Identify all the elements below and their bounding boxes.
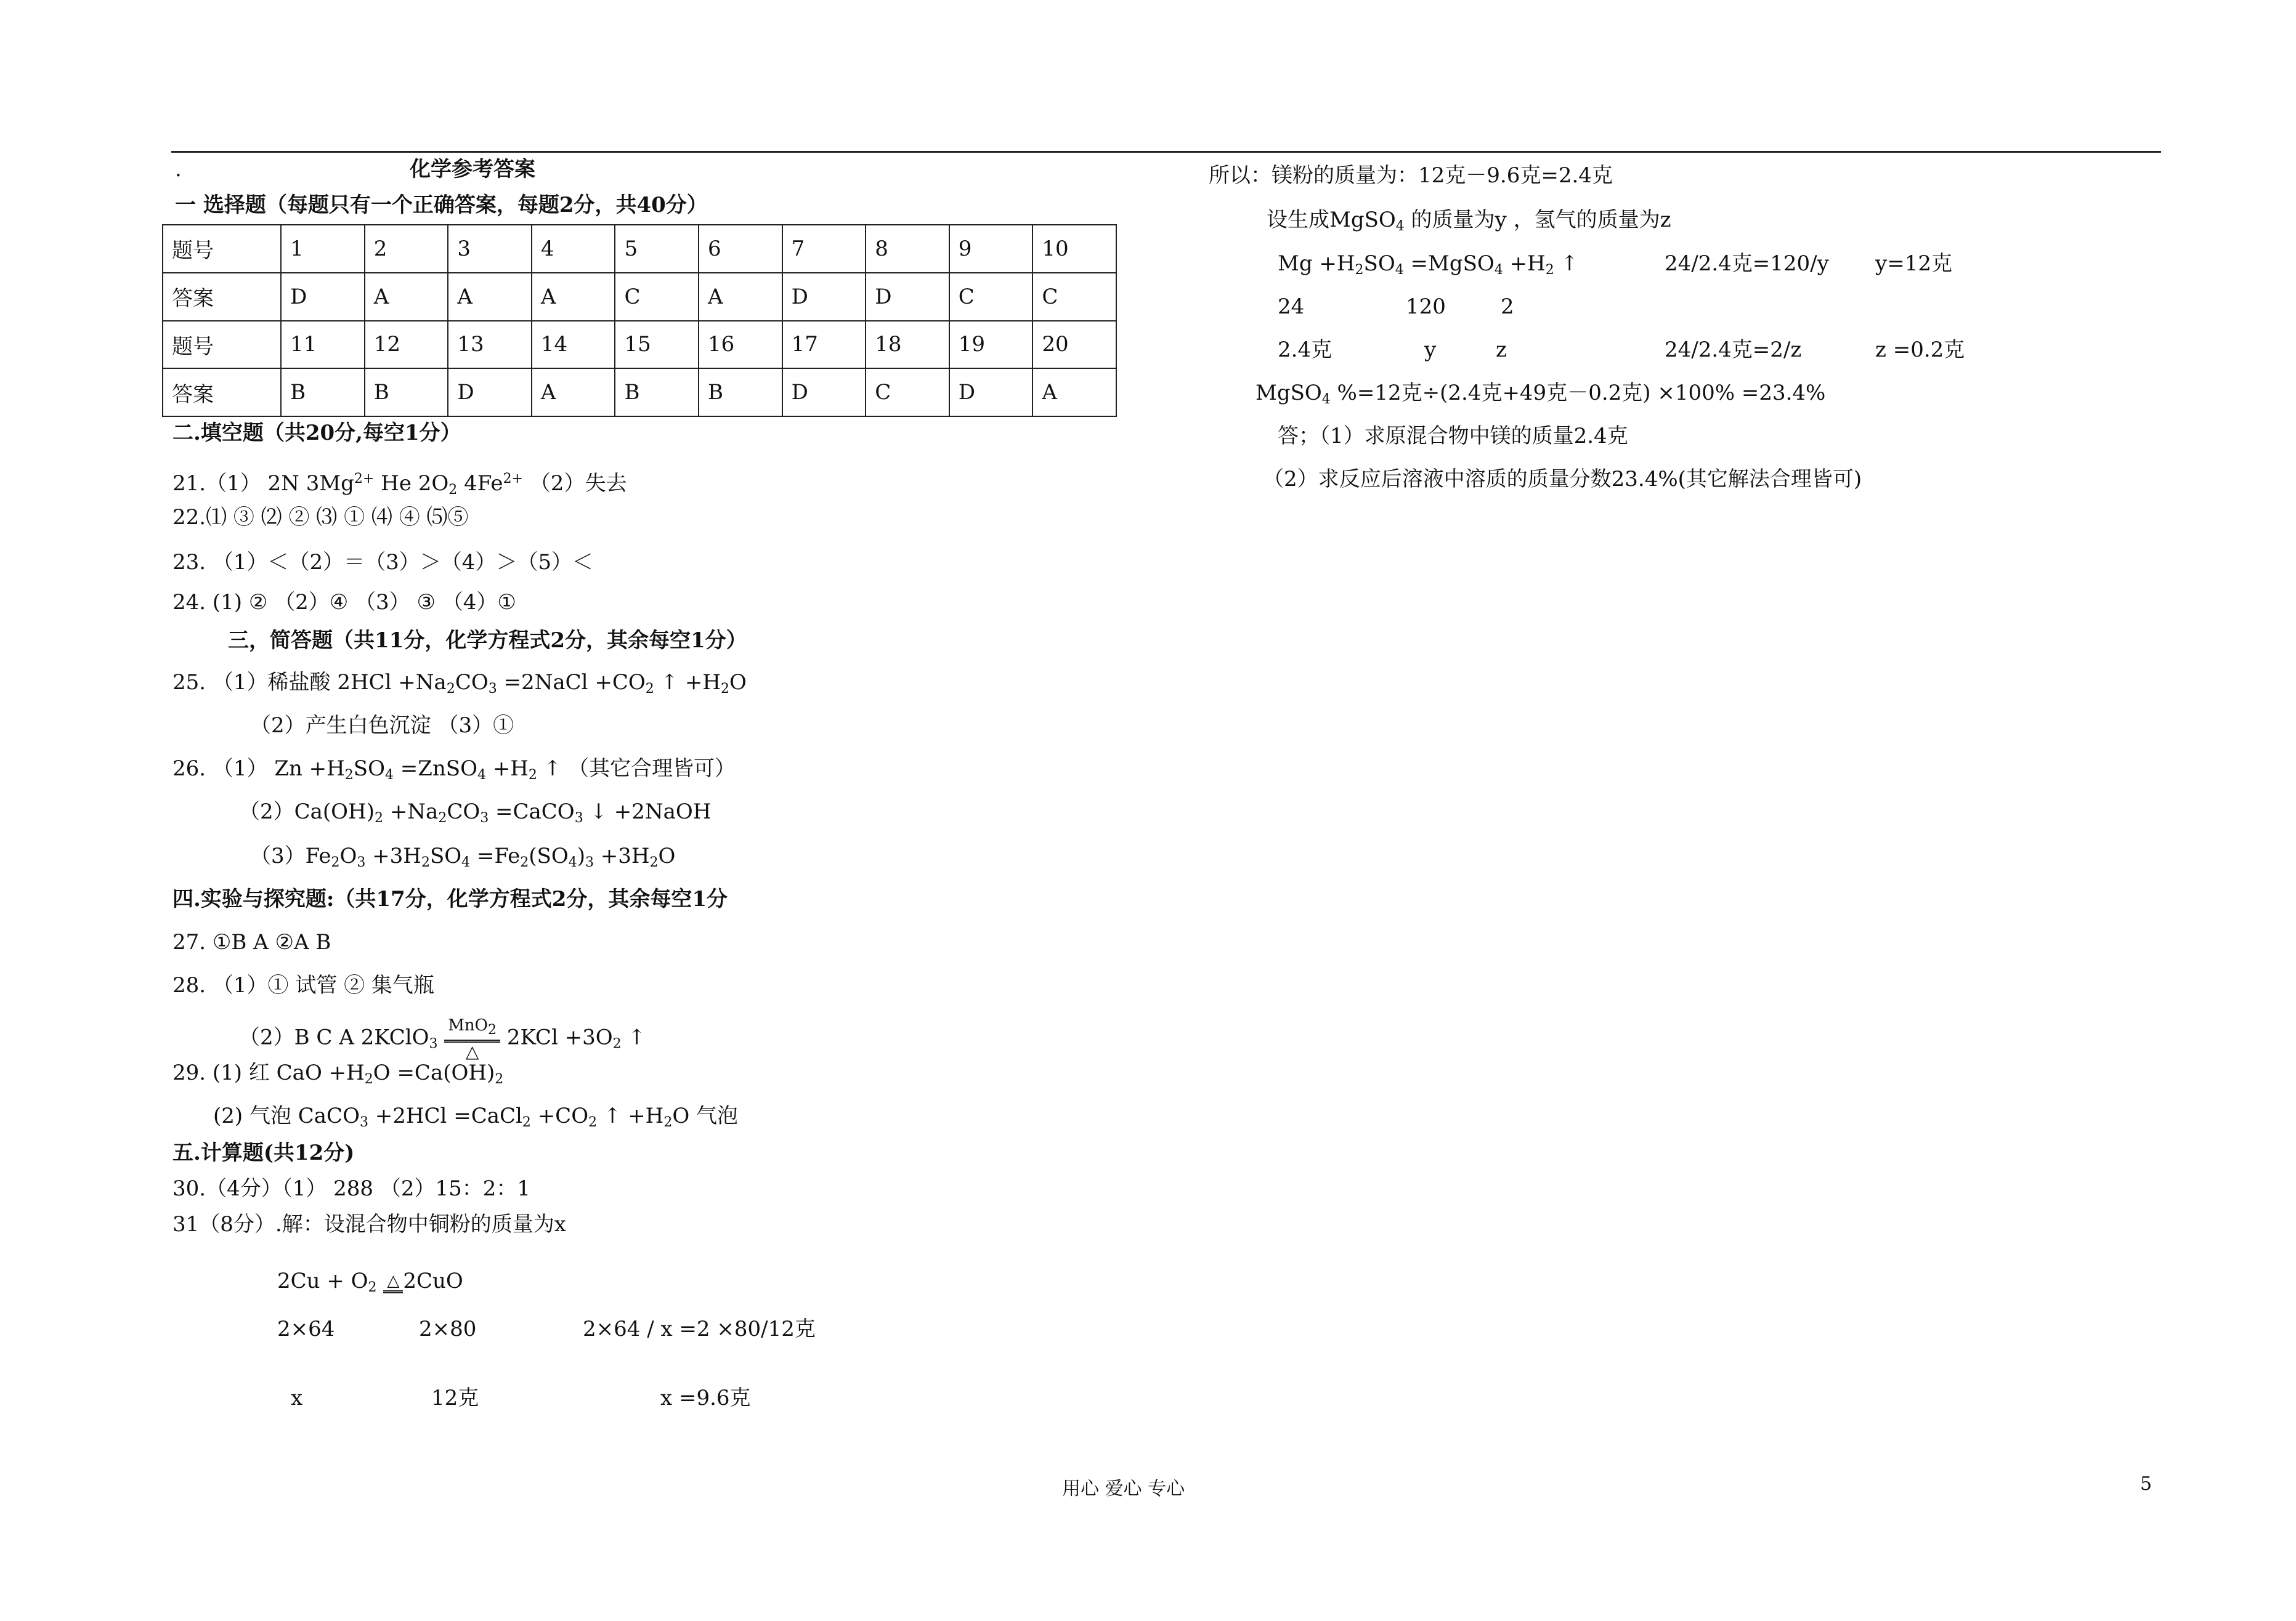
answer-cell: 20: [1032, 321, 1116, 369]
table-row: [163, 273, 1116, 321]
q25-sub: 2: [446, 681, 455, 697]
q29-l2i: O 气泡: [672, 1104, 739, 1128]
q31-sub: 2: [368, 1280, 377, 1295]
right-sub: 4: [1321, 392, 1331, 407]
q26-l3e: =Fe: [470, 844, 521, 868]
q29-sub: 3: [359, 1115, 368, 1130]
q29-sub: 2: [588, 1115, 598, 1130]
section5-title: 五.计算题(共12分): [172, 1141, 355, 1165]
q29-l2a: (2) 气泡 CaCO: [213, 1104, 360, 1128]
right-l7: 答；（1）求原混合物中镁的质量2.4克: [1278, 424, 1628, 448]
page-title: 化学参考答案: [410, 157, 535, 182]
q29-l2c: +2HCl =CaCl: [368, 1104, 522, 1128]
answer-cell: 19: [949, 321, 1033, 369]
header-rule: [171, 151, 2161, 153]
q26-sub: 4: [384, 767, 394, 783]
right-l6c: %=12克÷(2.4克+49克－0.2克) ×100% =23.4%: [1330, 381, 1826, 405]
right-l3i: ↑: [1554, 251, 1578, 276]
heat-symbol: △: [383, 1272, 403, 1293]
q26-l1e: ↑ （其它合理皆可）: [537, 756, 736, 781]
right-l3: [1278, 251, 1578, 283]
right-l5c: z: [1496, 338, 1507, 362]
q28-sub: 3: [429, 1036, 438, 1052]
right-sub: 4: [1494, 262, 1503, 278]
answer-cell: 5: [615, 225, 699, 273]
q29-l1a: 29. (1) 红 CaO +H: [172, 1061, 365, 1085]
right-l5a: 2.4克: [1278, 338, 1333, 362]
answer-cell: B: [281, 368, 365, 416]
answer-cell: A: [532, 273, 615, 321]
q26-l1b: SO: [353, 756, 385, 781]
q26-l3b: O: [339, 844, 357, 868]
q29-sub: 2: [522, 1115, 531, 1130]
q29-line2: [213, 1104, 738, 1135]
answer-cell: A: [532, 368, 615, 416]
catalyst-label: MnO: [448, 1016, 488, 1035]
q26-l2c: CO: [447, 799, 481, 824]
right-l5e: z =0.2克: [1875, 338, 1965, 362]
right-l4c: 2: [1501, 294, 1514, 319]
right-l4b: 120: [1406, 294, 1446, 319]
q28-line1: 28. （1）① 试管 ② 集气瓶: [172, 973, 434, 998]
q26-l1c: =ZnSO: [393, 756, 477, 781]
q31-r1b: 2×80: [419, 1317, 477, 1341]
row-header-cell: 题号: [163, 321, 281, 369]
q31-r2a: x: [291, 1386, 303, 1410]
right-l6: [1255, 381, 1825, 412]
q26-l3f: (SO: [529, 844, 569, 868]
q26-sub: 2: [520, 855, 529, 870]
answer-cell: A: [448, 273, 532, 321]
right-l3e: =MgSO: [1403, 251, 1495, 276]
answer-cell: D: [782, 368, 866, 416]
answer-cell: D: [281, 273, 365, 321]
q21-b: He 2O: [374, 471, 449, 496]
answer-cell: 1: [281, 225, 365, 273]
q31-condition: [383, 1272, 403, 1293]
q25-line1: [172, 670, 747, 701]
q21-a: 21.（1） 2N 3Mg: [172, 471, 354, 496]
heat-symbol: △: [465, 1041, 479, 1062]
row-header-cell: 答案: [163, 273, 281, 321]
q25-l1c: =2NaCl +CO: [497, 670, 646, 695]
q31-line1: 31（8分）.解：设混合物中铜粉的质量为x: [172, 1212, 566, 1237]
answer-cell: 8: [866, 225, 949, 273]
answer-cell: B: [699, 368, 782, 416]
right-l8: （2）求反应后溶液中溶质的质量分数23.4%(其它解法合理皆可): [1263, 467, 1862, 491]
answer-cell: C: [615, 273, 699, 321]
right-l2c: 的质量为y ，氢气的质量为z: [1404, 208, 1671, 232]
q26-l3g: ): [577, 844, 585, 868]
answer-cell: 13: [448, 321, 532, 369]
answer-cell: 10: [1032, 225, 1116, 273]
right-l1: 所以：镁粉的质量为：12克－9.6克=2.4克: [1209, 163, 1613, 188]
q29-l2g: ↑ +H: [597, 1104, 664, 1128]
page-number: 5: [2140, 1473, 2152, 1495]
section1-title: 一 选择题（每题只有一个正确答案，每题2分，共40分）: [175, 193, 708, 217]
reaction-condition: [444, 1016, 500, 1061]
q26-sub: 3: [585, 855, 594, 870]
q25-line2: （2）产生白色沉淀 （3）①: [250, 713, 514, 738]
q26-sub: 2: [438, 810, 447, 826]
right-sub: 2: [1545, 262, 1554, 278]
q26-l3c: +3H: [365, 844, 421, 868]
q21-b-sub: 2: [448, 482, 458, 498]
right-l3g: +H: [1503, 251, 1546, 276]
q25-sub: 2: [645, 681, 654, 697]
answer-cell: 2: [365, 225, 448, 273]
row-header-cell: 题号: [163, 225, 281, 273]
answer-cell: 6: [699, 225, 782, 273]
footer-motto: 用心 爱心 专心: [1062, 1478, 1185, 1500]
q26-line3: [250, 844, 675, 875]
q25-l1b: CO: [455, 670, 489, 695]
q26-sub: 3: [357, 855, 366, 870]
q26-sub: 3: [480, 810, 489, 826]
answer-cell: B: [615, 368, 699, 416]
answer-cell: 15: [615, 321, 699, 369]
q22-line: 22.⑴ ③ ⑵ ② ⑶ ① ⑷ ④ ⑸⑤: [172, 505, 469, 530]
answer-cell: D: [949, 368, 1033, 416]
q26-l2b: +Na: [383, 799, 439, 824]
answer-cell: C: [866, 368, 949, 416]
answer-cell: D: [866, 273, 949, 321]
q26-line2: [239, 799, 711, 831]
q21-c-sup: 2+: [503, 471, 523, 487]
q29-l2e: +CO: [530, 1104, 589, 1128]
q25-l1a: 25. （1）稀盐酸 2HCl +Na: [172, 670, 447, 695]
right-l2a: 设生成MgSO: [1267, 208, 1396, 232]
header-dot: .: [175, 157, 182, 182]
q26-l3d: SO: [429, 844, 462, 868]
q26-sub: 4: [461, 855, 471, 870]
answer-cell: A: [699, 273, 782, 321]
q26-l2e: ↓ +2NaOH: [583, 799, 712, 824]
q26-sub: 2: [528, 767, 537, 783]
q21-c: 4Fe: [457, 471, 503, 496]
answer-cell: 14: [532, 321, 615, 369]
q27-line: 27. ①B A ②A B: [172, 930, 331, 955]
q29-line1: [172, 1061, 503, 1092]
q26-line1: [172, 756, 736, 788]
answer-cell: A: [365, 273, 448, 321]
answer-cell: 11: [281, 321, 365, 369]
q26-sub: 2: [421, 855, 430, 870]
right-l2: [1267, 208, 1671, 239]
right-l5b: y: [1424, 338, 1437, 362]
answer-cell: D: [448, 368, 532, 416]
q28-l2e: ↑: [621, 1025, 646, 1050]
section4-title: 四.实验与探究题:（共17分，化学方程式2分，其余每空1分: [172, 887, 728, 912]
q23-line: 23. （1）＜（2）＝（3）＞（4）＞（5）＜: [172, 550, 594, 575]
right-l3k: y=12克: [1875, 251, 1952, 276]
q31-eq-b: 2CuO: [403, 1269, 463, 1293]
q25-sub: 2: [720, 681, 729, 697]
answer-table: [162, 224, 1117, 417]
row-header-cell: 答案: [163, 368, 281, 416]
table-row: [163, 225, 1116, 273]
answer-cell: 4: [532, 225, 615, 273]
q31-eq-a: 2Cu + O: [277, 1269, 368, 1293]
q21-line: [172, 467, 627, 503]
q26-l1d: +H: [485, 756, 529, 781]
right-sub: 4: [1395, 262, 1404, 278]
q26-l2a: （2）Ca(OH): [239, 799, 375, 824]
right-l6a: MgSO: [1255, 381, 1322, 405]
answer-cell: C: [949, 273, 1033, 321]
q31-r2c: x =9.6克: [660, 1386, 751, 1410]
q29-l1c: O =Ca(OH): [373, 1061, 495, 1085]
q26-l1a: 26. （1） Zn +H: [172, 756, 345, 781]
table-row: [163, 368, 1116, 416]
q26-sub: 2: [331, 855, 340, 870]
q26-sub: 4: [477, 767, 486, 783]
q28-sub: 2: [612, 1036, 622, 1052]
q25-sub: 3: [488, 681, 497, 697]
q26-l3a: （3）Fe: [250, 844, 331, 868]
q28-l2c: 2KCl +3O: [506, 1025, 613, 1050]
q29-sub: 2: [364, 1072, 373, 1087]
q26-l2d: =CaCO: [489, 799, 575, 824]
q31-r1c: 2×64 / x =2 ×80/12克: [583, 1317, 816, 1341]
q25-l1e: O: [729, 670, 747, 695]
q29-sub: 2: [663, 1115, 673, 1130]
answer-cell: C: [1032, 273, 1116, 321]
catalyst-sub: 2: [488, 1022, 497, 1038]
q21-d: （2）失去: [523, 471, 627, 496]
q25-l1d: ↑ +H: [654, 670, 721, 695]
answer-cell: B: [365, 368, 448, 416]
right-l3j: 24/2.4克=120/y: [1665, 251, 1829, 276]
answer-cell: D: [782, 273, 866, 321]
right-l3a: Mg +H: [1278, 251, 1355, 276]
right-l5d: 24/2.4克=2/z: [1665, 338, 1802, 362]
right-sub: 2: [1355, 262, 1364, 278]
right-l4a: 24: [1278, 294, 1305, 319]
answer-cell: A: [1032, 368, 1116, 416]
answer-cell: 16: [699, 321, 782, 369]
answer-cell: 18: [866, 321, 949, 369]
q24-line: 24. (1) ② （2）④ （3） ③ （4）①: [172, 590, 516, 615]
q21-a-sup: 2+: [354, 471, 375, 487]
q26-l3i: O: [658, 844, 676, 868]
answer-cell: 7: [782, 225, 866, 273]
q28-l2a: （2）B C A 2KClO: [239, 1025, 429, 1050]
answer-cell: 3: [448, 225, 532, 273]
q28-line2: [239, 1016, 646, 1061]
answer-cell: 12: [365, 321, 448, 369]
q26-sub: 3: [574, 810, 583, 826]
q26-l3h: +3H: [593, 844, 650, 868]
q26-sub: 2: [649, 855, 659, 870]
answer-cell: 9: [949, 225, 1033, 273]
q29-sub: 2: [495, 1072, 504, 1087]
q26-sub: 2: [344, 767, 354, 783]
right-l3c: SO: [1363, 251, 1395, 276]
q31-r2b: 12克: [431, 1386, 479, 1410]
table-row: [163, 321, 1116, 369]
q31-r1a: 2×64: [277, 1317, 335, 1341]
q26-sub: 2: [374, 810, 383, 826]
q31-equation: [277, 1269, 463, 1300]
right-sub: 4: [1395, 219, 1405, 234]
q26-sub: 4: [568, 855, 577, 870]
q30-line: 30.（4分）（1） 288 （2）15：2：1: [172, 1176, 531, 1201]
section2-title: 二.填空题（共20分,每空1分）: [172, 421, 461, 445]
answer-cell: 17: [782, 321, 866, 369]
section3-title: 三，简答题（共11分，化学方程式2分，其余每空1分）: [228, 628, 747, 653]
